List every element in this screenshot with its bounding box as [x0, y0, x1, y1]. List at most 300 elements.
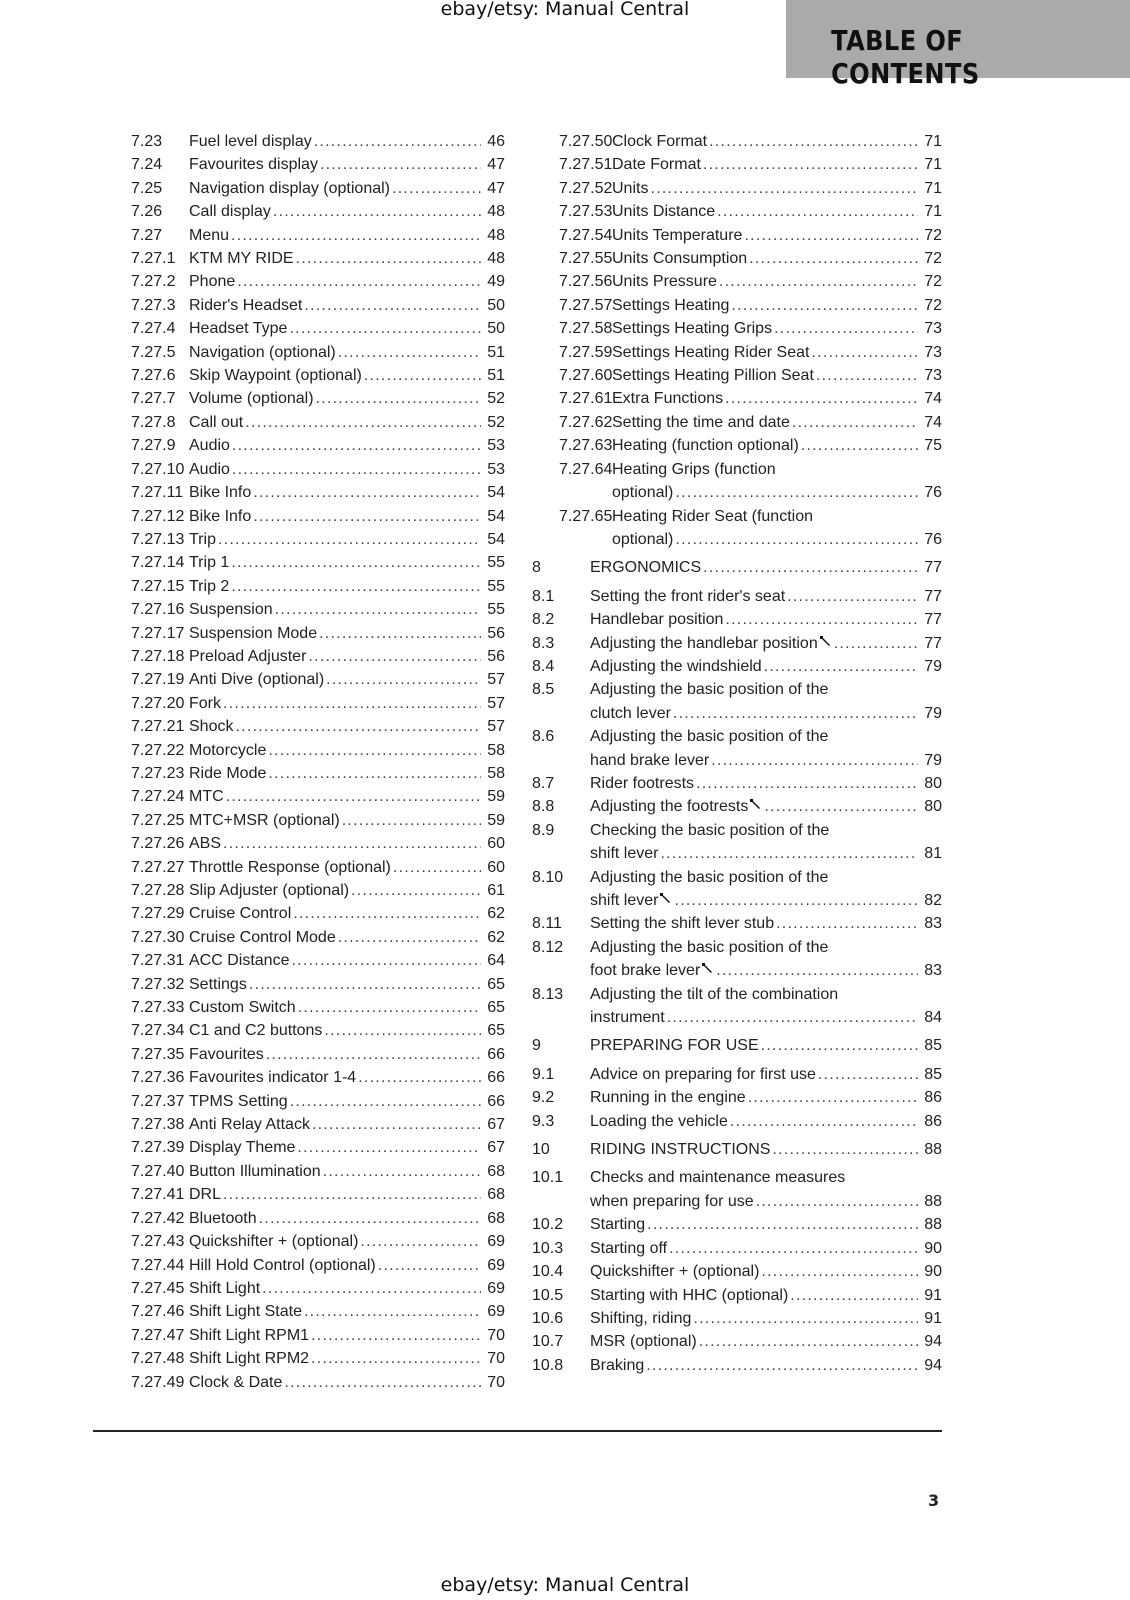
toc-entry-text: [131, 341, 505, 364]
toc-entry-title: Setting the shift lever stub: [590, 915, 775, 933]
toc-entry-title: Braking: [590, 1356, 645, 1374]
leader-dots: [790, 1284, 918, 1307]
toc-entry-page: 52: [487, 390, 505, 408]
toc-entry[interactable]: [131, 458, 505, 481]
toc-entry-text: [532, 1034, 942, 1057]
toc-entry-number: 7.27.51: [559, 156, 613, 174]
toc-entry[interactable]: [532, 270, 942, 293]
toc-entry[interactable]: [532, 177, 942, 200]
toc-entry-page: 59: [487, 788, 505, 806]
toc-entry[interactable]: [532, 678, 942, 725]
toc-entry-title: Call out: [189, 413, 244, 431]
toc-entry[interactable]: [532, 795, 942, 818]
toc-entry-text: [131, 715, 505, 738]
toc-entry[interactable]: [131, 575, 505, 598]
toc-entry-number: 10: [532, 1141, 550, 1159]
toc-entry-text: [131, 505, 505, 528]
toc-entry-number: 10.3: [532, 1239, 564, 1257]
toc-entry[interactable]: [131, 645, 505, 668]
toc-entry-text: [131, 879, 505, 902]
toc-entry-page: 55: [487, 577, 505, 595]
toc-entry-number: 7.27.21: [131, 718, 185, 736]
toc-entry[interactable]: [131, 294, 505, 317]
toc-entry-title: Starting: [590, 1216, 646, 1234]
toc-entry[interactable]: [131, 1090, 505, 1113]
toc-entry-leader-line: [189, 387, 505, 410]
toc-entry-leader-line: [590, 842, 942, 865]
toc-entry[interactable]: [131, 177, 505, 200]
toc-entry-number: 7.27.16: [131, 601, 185, 619]
toc-entry-title-line: Adjusting the tilt of the combination: [590, 985, 839, 1003]
toc-entry[interactable]: [532, 772, 942, 795]
leader-dots: [716, 959, 918, 982]
toc-entry-leader-line: [590, 702, 942, 725]
toc-entry[interactable]: [131, 668, 505, 691]
toc-entry[interactable]: [532, 294, 942, 317]
toc-entry[interactable]: [532, 1237, 942, 1260]
toc-entry-text: [131, 1324, 505, 1347]
toc-entry[interactable]: [131, 1019, 505, 1042]
toc-entry[interactable]: [532, 341, 942, 364]
toc-entry-title: Units Distance: [612, 203, 716, 221]
toc-entry-leader-line: [612, 364, 942, 387]
toc-entry[interactable]: [131, 1113, 505, 1136]
toc-entry-page: 50: [487, 296, 505, 314]
toc-entry-page: 56: [487, 624, 505, 642]
toc-entry[interactable]: [532, 1330, 942, 1353]
toc-entry-page: 79: [924, 704, 942, 722]
leader-dots: [218, 528, 481, 551]
toc-entry[interactable]: [131, 1347, 505, 1370]
toc-entry[interactable]: [131, 1300, 505, 1323]
toc-entry[interactable]: [131, 879, 505, 902]
toc-entry[interactable]: [131, 692, 505, 715]
toc-entry-leader-line: [189, 1347, 505, 1370]
toc-entry-title: Starting with HHC (optional): [590, 1286, 789, 1304]
toc-entry[interactable]: [131, 715, 505, 738]
toc-entry-leader-line: [189, 809, 505, 832]
toc-entry-number: 7.27.45: [131, 1279, 185, 1297]
toc-entry[interactable]: [532, 434, 942, 457]
toc-entry-page: 67: [487, 1116, 505, 1134]
toc-entry[interactable]: [131, 387, 505, 410]
toc-entry-page: 94: [924, 1356, 942, 1374]
toc-entry-text: [131, 668, 505, 691]
toc-entry-title: Settings Heating: [612, 296, 730, 314]
toc-entry[interactable]: [532, 1213, 942, 1236]
toc-entry-page: 62: [487, 928, 505, 946]
toc-entry-title: Navigation (optional): [189, 343, 336, 361]
leader-dots: [290, 1090, 481, 1113]
leader-dots: [253, 481, 481, 504]
toc-entry-leader-line: [612, 434, 942, 457]
toc-entry-page: 73: [924, 367, 942, 385]
toc-entry-number: 7.27.44: [131, 1256, 185, 1274]
toc-entry-title: when preparing for use: [590, 1192, 754, 1210]
toc-entry[interactable]: [532, 585, 942, 608]
toc-entry-page: 91: [924, 1309, 942, 1327]
toc-entry-title: Settings Heating Rider Seat: [612, 343, 810, 361]
toc-entry-number: 8.9: [532, 821, 555, 839]
toc-entry[interactable]: [131, 1254, 505, 1277]
toc-entry[interactable]: [131, 809, 505, 832]
toc-entry-text: [532, 556, 942, 579]
toc-entry-leader-line: [189, 411, 505, 434]
toc-entry-title: Shift Light State: [189, 1303, 302, 1321]
toc-entry[interactable]: [131, 1183, 505, 1206]
toc-entry-text: [532, 936, 942, 983]
leader-dots: [320, 153, 481, 176]
toc-entry-page: 46: [487, 133, 505, 150]
toc-entry-text: [532, 1110, 942, 1133]
toc-entry[interactable]: [131, 481, 505, 504]
toc-chapter-entry[interactable]: [532, 556, 942, 579]
toc-entry-text: [131, 481, 505, 504]
toc-entry[interactable]: [131, 1324, 505, 1347]
toc-entry-page: 47: [487, 179, 505, 197]
toc-entry[interactable]: [532, 458, 942, 505]
toc-entry-number: 7.27.47: [131, 1326, 185, 1344]
toc-entry-text: [131, 434, 505, 457]
toc-entry-text: [532, 1138, 942, 1161]
toc-entry[interactable]: [131, 622, 505, 645]
toc-entry[interactable]: [131, 551, 505, 574]
leader-dots: [378, 1254, 481, 1277]
toc-entry[interactable]: [131, 317, 505, 340]
leader-dots: [761, 1034, 918, 1057]
toc-entry[interactable]: [532, 1086, 942, 1109]
toc-entry-leader-line: [590, 795, 942, 818]
toc-entry-text: [131, 270, 505, 293]
toc-entry-title: Suspension Mode: [189, 624, 318, 642]
toc-entry-title: Phone: [189, 273, 236, 291]
toc-entry-number: 7.27.65: [559, 507, 613, 525]
toc-entry-number: 7.27.24: [131, 788, 185, 806]
toc-entry-text: [532, 1166, 942, 1213]
toc-entry-title: Clock Format: [612, 133, 708, 150]
toc-entry[interactable]: [131, 153, 505, 176]
toc-entry-title: Favourites: [189, 1045, 264, 1063]
toc-entry-leader-line: [612, 528, 942, 551]
toc-entry-title: Volume (optional): [189, 390, 314, 408]
toc-entry-text: [532, 1063, 942, 1086]
toc-entry-text: [532, 983, 942, 1030]
toc-entry-page: 90: [924, 1263, 942, 1281]
toc-entry-leader-line: [189, 1371, 505, 1394]
toc-entry-title: Adjusting the windshield: [590, 657, 762, 675]
toc-entry[interactable]: [131, 832, 505, 855]
toc-entry-title: Cruise Control Mode: [189, 928, 336, 946]
toc-entry-number: 7.27.33: [131, 999, 185, 1017]
toc-entry-page: 61: [487, 882, 505, 899]
toc-entry-number: 7.27.11: [131, 484, 184, 502]
toc-entry-text: [131, 832, 505, 855]
toc-entry-page: 68: [487, 1162, 505, 1180]
toc-entry[interactable]: [131, 130, 505, 153]
toc-entry[interactable]: [131, 1066, 505, 1089]
toc-entry-title: shift lever: [590, 845, 659, 863]
leader-dots: [761, 1260, 918, 1283]
toc-entry-text: [131, 294, 505, 317]
toc-entry-text: [532, 1213, 942, 1236]
toc-entry-number: 7.26: [131, 203, 163, 221]
toc-entry-leader-line: [189, 130, 505, 153]
toc-entry-leader-line: [189, 247, 505, 270]
leader-dots: [669, 1237, 918, 1260]
toc-entry-leader-line: [590, 585, 942, 608]
toc-entry[interactable]: [131, 364, 505, 387]
toc-entry-page: 62: [487, 905, 505, 923]
toc-entry[interactable]: [131, 411, 505, 434]
toc-entry-text: [131, 949, 505, 972]
toc-entry[interactable]: [532, 1063, 942, 1086]
toc-entry[interactable]: [532, 505, 942, 552]
leader-dots: [667, 1006, 918, 1029]
toc-entry-leader-line: [590, 1138, 942, 1161]
toc-entry[interactable]: [532, 153, 942, 176]
toc-entry-title: Settings Heating Grips: [612, 320, 773, 338]
toc-entry-title: Favourites display: [189, 156, 318, 174]
toc-entry-number: 7.27.37: [131, 1092, 185, 1110]
toc-entry-leader-line: [590, 632, 942, 655]
toc-entry[interactable]: [131, 1043, 505, 1066]
toc-entry[interactable]: [532, 1260, 942, 1283]
toc-entry-number: 7.27.17: [131, 624, 185, 642]
toc-entry-text: [131, 1113, 505, 1136]
toc-entry-text: [131, 1300, 505, 1323]
toc-entry-page: 90: [924, 1239, 942, 1257]
toc-entry-number: 8.5: [532, 681, 555, 699]
toc-entry[interactable]: [532, 224, 942, 247]
toc-entry[interactable]: [532, 1110, 942, 1133]
toc-entry-page: 71: [924, 179, 942, 197]
toc-entry-leader-line: [189, 1066, 505, 1089]
toc-chapter-entry[interactable]: [532, 1138, 942, 1161]
toc-entry-number: 7.27.61: [559, 390, 613, 408]
toc-entry[interactable]: [532, 725, 942, 772]
toc-entry-number: 9.2: [532, 1089, 555, 1107]
toc-entry-text: [131, 224, 505, 247]
toc-entry-number: 7.27.6: [131, 367, 176, 385]
toc-entry-title-line: Checking the basic position of the: [590, 821, 830, 839]
toc-entry-title: Button Illumination: [189, 1162, 321, 1180]
toc-entry[interactable]: [532, 608, 942, 631]
toc-entry-number: 7.27.36: [131, 1069, 185, 1087]
toc-entry-page: 85: [924, 1037, 942, 1055]
toc-entry[interactable]: [131, 762, 505, 785]
toc-entry-leader-line: [189, 622, 505, 645]
leader-dots: [289, 317, 481, 340]
toc-entry-number: 8.7: [532, 774, 555, 792]
toc-entry-page: 76: [924, 530, 942, 548]
toc-entry-leader-line: [189, 200, 505, 223]
toc-entry-leader-line: [189, 294, 505, 317]
toc-entry[interactable]: [532, 1166, 942, 1213]
toc-entry[interactable]: [131, 739, 505, 762]
toc-entry-number: 8.2: [532, 611, 555, 629]
toc-entry-leader-line: [590, 889, 942, 912]
toc-entry-number: 7.27.3: [131, 296, 176, 314]
toc-entry-page: 51: [487, 343, 505, 361]
toc-entry-text: [131, 762, 505, 785]
toc-entry-page: 70: [487, 1326, 505, 1344]
toc-entry-title: Audio: [189, 460, 230, 478]
toc-entry-page: 71: [924, 133, 942, 150]
toc-entry-page: 88: [924, 1216, 942, 1234]
toc-entry[interactable]: [532, 936, 942, 983]
toc-entry-title: RIDING INSTRUCTIONS: [590, 1141, 771, 1159]
leader-dots: [304, 1300, 481, 1323]
wrench-icon: [658, 889, 672, 912]
toc-entry-text: [131, 926, 505, 949]
toc-entry-number: 7.27.28: [131, 882, 185, 899]
toc-entry-number: 7.27.15: [131, 577, 185, 595]
toc-entry-page: 72: [924, 296, 942, 314]
toc-entry-page: 86: [924, 1112, 942, 1130]
toc-entry[interactable]: [131, 1371, 505, 1394]
toc-entry-text: [532, 819, 942, 866]
toc-entry-title: Fuel level display: [189, 133, 312, 150]
wrench-icon: [748, 795, 762, 818]
toc-entry-number: 7.27.25: [131, 811, 185, 829]
leader-dots: [311, 1324, 481, 1347]
toc-entry[interactable]: [131, 598, 505, 621]
toc-entry-number: 7.27.31: [131, 952, 185, 970]
leader-dots: [650, 177, 918, 200]
toc-entry-number: 7.24: [131, 156, 163, 174]
toc-entry-number: 7.27.57: [559, 296, 613, 314]
toc-entry-leader-line: [590, 1354, 942, 1377]
toc-entry-page: 72: [924, 273, 942, 291]
toc-entry[interactable]: [532, 655, 942, 678]
toc-entry-number: 7.27.48: [131, 1350, 185, 1368]
toc-entry[interactable]: [532, 632, 942, 655]
toc-entry-text: [532, 795, 942, 818]
toc-entry-leader-line: [189, 1113, 505, 1136]
toc-entry-page: 88: [924, 1141, 942, 1159]
toc-entry-number: 7.27.46: [131, 1303, 185, 1321]
toc-entry-number: 7.27.5: [131, 343, 176, 361]
toc-entry[interactable]: [131, 224, 505, 247]
leader-dots: [749, 247, 918, 270]
leader-dots: [764, 795, 918, 818]
toc-entry-leader-line: [590, 1063, 942, 1086]
toc-entry[interactable]: [532, 912, 942, 935]
toc-entry-page: 69: [487, 1256, 505, 1274]
toc-entry[interactable]: [532, 1284, 942, 1307]
toc-entry[interactable]: [532, 1354, 942, 1377]
toc-entry[interactable]: [131, 505, 505, 528]
toc-entry-title: Quickshifter + (optional): [590, 1263, 760, 1281]
toc-entry[interactable]: [131, 270, 505, 293]
leader-dots: [268, 739, 481, 762]
toc-entry[interactable]: [532, 364, 942, 387]
toc-entry-leader-line: [612, 130, 942, 153]
toc-entry-leader-line: [189, 668, 505, 691]
toc-entry[interactable]: [131, 785, 505, 808]
toc-left-column: [131, 130, 505, 1394]
toc-entry-leader-line: [612, 411, 942, 434]
toc-entry-page: 58: [487, 764, 505, 782]
toc-entry-page: 71: [924, 203, 942, 221]
toc-entry[interactable]: [131, 926, 505, 949]
toc-entry[interactable]: [131, 973, 505, 996]
toc-entry[interactable]: [131, 902, 505, 925]
leader-dots: [223, 1183, 481, 1206]
toc-entry[interactable]: [131, 856, 505, 879]
toc-entry-text: [131, 739, 505, 762]
toc-entry[interactable]: [131, 200, 505, 223]
leader-dots: [673, 702, 918, 725]
toc-entry-number: 8.12: [532, 938, 564, 956]
toc-entry-number: 7.27.35: [131, 1045, 185, 1063]
toc-chapter-entry[interactable]: [532, 1034, 942, 1057]
toc-entry-leader-line: [590, 1006, 942, 1029]
toc-entry-page: 64: [487, 952, 505, 970]
toc-entry-number: 7.27.55: [559, 250, 613, 268]
toc-entry[interactable]: [131, 341, 505, 364]
toc-entry-page: 65: [487, 999, 505, 1017]
toc-entry-leader-line: [590, 1260, 942, 1283]
toc-entry[interactable]: [131, 949, 505, 972]
toc-entry-title: Handlebar position: [590, 611, 724, 629]
toc-entry-title: Trip: [189, 530, 216, 548]
toc-entry[interactable]: [131, 1160, 505, 1183]
toc-entry[interactable]: [532, 317, 942, 340]
toc-entry-leader-line: [612, 294, 942, 317]
toc-entry-leader-line: [189, 177, 505, 200]
toc-entry-page: 68: [487, 1186, 505, 1204]
toc-entry[interactable]: [532, 1307, 942, 1330]
toc-entry-page: 65: [487, 1022, 505, 1040]
toc-entry[interactable]: [532, 200, 942, 223]
toc-entry[interactable]: [131, 996, 505, 1019]
toc-entry-title: Ride Mode: [189, 764, 267, 782]
toc-entry-text: [131, 1371, 505, 1394]
toc-entry-leader-line: [612, 270, 942, 293]
toc-entry-number: 8.1: [532, 587, 555, 605]
toc-entry-number: 7.27.9: [131, 437, 176, 455]
leader-dots: [834, 632, 918, 655]
toc-entry[interactable]: [532, 866, 942, 913]
toc-entry-leader-line: [189, 270, 505, 293]
toc-entry[interactable]: [131, 1230, 505, 1253]
toc-entry[interactable]: [532, 983, 942, 1030]
toc-entry-number: 7.27.27: [131, 858, 185, 876]
toc-entry[interactable]: [131, 1136, 505, 1159]
toc-entry[interactable]: [131, 247, 505, 270]
toc-entry[interactable]: [532, 247, 942, 270]
toc-entry-title: Starting off: [590, 1239, 668, 1257]
toc-entry[interactable]: [532, 130, 942, 153]
toc-entry-number: 7.27.12: [131, 507, 185, 525]
leader-dots: [776, 912, 918, 935]
toc-entry[interactable]: [532, 411, 942, 434]
toc-entry-text: [131, 1254, 505, 1277]
toc-entry-title: Slip Adjuster (optional): [189, 882, 350, 899]
toc-entry[interactable]: [131, 1277, 505, 1300]
toc-entry-leader-line: [189, 902, 505, 925]
toc-entry[interactable]: [532, 819, 942, 866]
toc-entry[interactable]: [131, 1207, 505, 1230]
toc-entry[interactable]: [131, 528, 505, 551]
toc-entry[interactable]: [131, 434, 505, 457]
toc-entry-title: Setting the front rider's seat: [590, 587, 786, 605]
toc-entry-title: Units Pressure: [612, 273, 717, 291]
toc-entry[interactable]: [532, 387, 942, 410]
leader-dots: [235, 715, 481, 738]
toc-entry-number: 7.27.63: [559, 437, 613, 455]
